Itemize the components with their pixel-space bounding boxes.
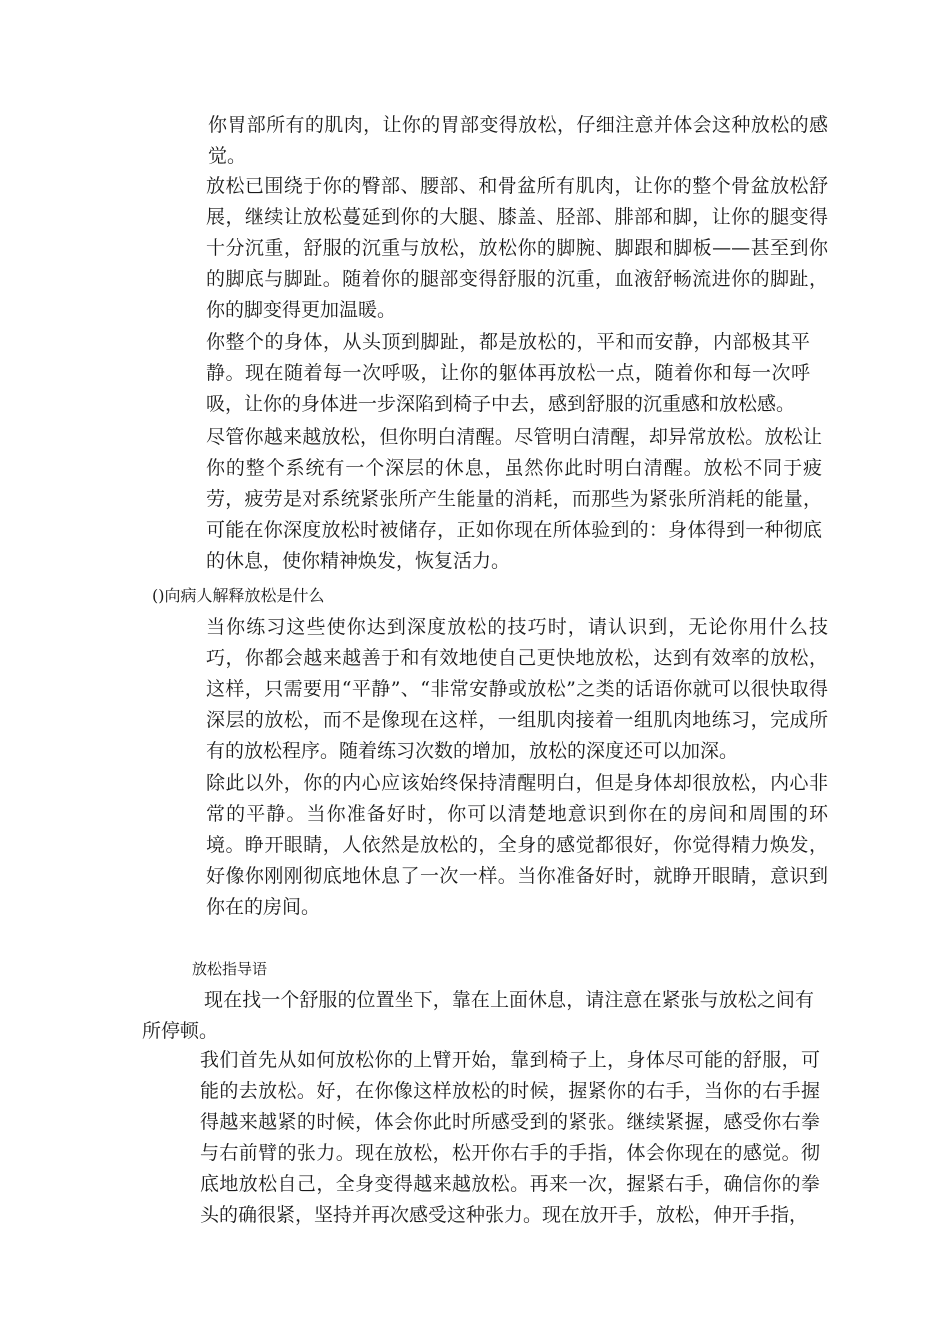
paragraph-whole-body-relaxation: 你整个的身体，从头顶到脚趾，都是放松的，平和而安静，内部极其平静。现在随着每一次呼吸，让你的躯体再放松一点，随着你和每一次呼吸，让你的身体进一步深陷到椅子中去，感到舒服的沉重感和放松感。 — [206, 331, 810, 415]
paragraph-upper-arm-relaxation: 我们首先从如何放松你的上臂开始，靠到椅子上，身体尽可能的舒服，可能的去放松。好，在你像这样放松的时候，握紧你的右手，当你的右手握得越来越紧的时候，体会你此时所感受到的紧张。继续紧握，感受你右拳与右前臂的张力。现在放松，松开你右手的手指，体会你现在的感觉。彻底地放松自己，全身变得越来越放松。再来一次，握紧右手，确信你的拳头的确很紧，坚持并再次感受这种张力。现在放开手，放松，伸开手指， — [200, 1049, 820, 1226]
paragraph-stomach-relaxation: 你胃部所有的肌肉，让你的胃部变得放松，仔细注意并体会这种放松的感觉。 — [208, 114, 828, 167]
section-heading-explain-relaxation: ()向病人解释放松是什么 — [152, 586, 325, 605]
section-heading-relaxation-instructions: 放松指导语 — [192, 960, 268, 978]
paragraph-practice-techniques: 当你练习这些使你达到深度放松的技巧时，请认识到，无论你用什么技巧，你都会越来越善于和有效地使自己更快地放松，达到有效率的放松，这样，只需要用“平静”、“非常安静或放松”之类的话语你就可以很快取得深层的放松，而不是像现在这样，一组肌肉接着一组肌肉地练习，完成所有的放松程序。随着练习次数的增加，放松的深度还可以加深。 — [206, 616, 828, 762]
paragraph-open-eyes: 除此以外，你的内心应该始终保持清醒明白，但是身体却很放松，内心非常的平静。当你准备好时，你可以清楚地意识到你在的房间和周围的环境。睁开眼睛，人依然是放松的，全身的感觉都很好，你觉得精力焕发，好像你刚刚彻底地休息了一次一样。当你准备好时，就睁开眼睛，意识到你在的房间。 — [206, 772, 828, 918]
paragraph-awake-but-relaxed: 尽管你越来越放松，但你明白清醒。尽管明白清醒，却异常放松。放松让你的整个系统有一个深层的休息，虽然你此时明白清醒。放松不同于疲劳，疲劳是对系统紧张所产生能量的消耗，而那些为紧张所消耗的能量，可能在你深度放松时被储存，正如你现在所体验到的：身体得到一种彻底的休息，使你精神焕发，恢复活力。 — [206, 426, 822, 572]
paragraph-find-comfortable-position: 现在找一个舒服的位置坐下，靠在上面休息，请注意在紧张与放松之间有所停顿。 — [142, 989, 814, 1042]
paragraph-pelvis-legs-relaxation: 放松已围绕于你的臀部、腰部、和骨盆所有肌肉，让你的整个骨盆放松舒展，继续让放松蔓延到你的大腿、膝盖、胫部、腓部和脚，让你的腿变得十分沉重，舒服的沉重与放松，放松你的脚腕、脚跟和脚板——甚至到你的脚底与脚趾。随着你的腿部变得舒服的沉重，血液舒畅流进你的脚趾，你的脚变得更加温暖。 — [206, 175, 828, 321]
